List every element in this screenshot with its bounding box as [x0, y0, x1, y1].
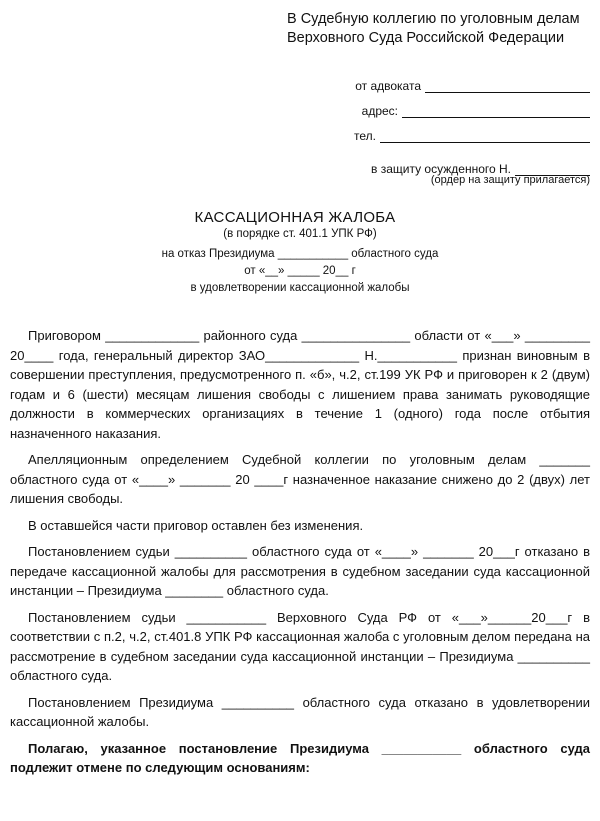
defense-label: в защиту осужденного Н.	[371, 162, 511, 176]
phone-label: тел.	[354, 129, 376, 143]
address-label: адрес:	[361, 104, 398, 118]
subject-line: в удовлетворении кассационной жалобы	[190, 282, 410, 294]
complaint-body	[10, 326, 590, 785]
paragraph-verdict: Приговором _____________ районного суда _______________ области от «___» _________ 20____ года, генеральный директор ЗАО_____________ Н.___________ признан виновным в совершении преступления, предусмотренного п. «б», ч.2, ст.199 УК РФ и приговорен к 2 (двум) годам и 6 (шести) месяцам лишения свободы с лишением права занимать руководящие должности в коммерческих организациях в течение 1 (одного) года после отбытия назначенного наказания.	[10, 328, 590, 441]
addressee-block	[287, 10, 580, 48]
phone-blank[interactable]	[380, 130, 590, 143]
paragraph-cassation-refused: Постановлением судьи __________ областного суда от «____» _______ 20___г отказано в передаче кассационной жалобы для рассмотрения в судебном заседании суда кассационной инстанции – Президиума ________ областного суда.	[10, 544, 590, 598]
document-heading	[0, 209, 600, 297]
defense-row	[290, 143, 590, 176]
address-row	[290, 93, 590, 118]
procedure-note: (в порядке ст. 401.1 УПК РФ)	[223, 228, 377, 240]
sender-fields	[290, 68, 590, 186]
phone-row	[290, 118, 590, 143]
paragraph-appeal: Апелляционным определением Судебной коллегии по уголовным делам _______ областного суда от «____» _______ 20 ____г назначенное наказание снижено до 2 (двух) лет лишения свободы.	[10, 452, 590, 506]
address-blank[interactable]	[402, 105, 590, 118]
from-lawyer-blank[interactable]	[425, 80, 590, 93]
from-lawyer-row	[290, 68, 590, 93]
addressee-line-1: В Судебную коллегию по уголовным делам	[287, 11, 580, 27]
addressee-line-2: Верховного Суда Российской Федерации	[287, 30, 565, 46]
paragraph-unchanged: В оставшейся части приговор оставлен без изменения.	[28, 517, 364, 533]
warrant-note: (ордер на защиту прилагается)	[430, 174, 590, 186]
paragraph-grounds: Полагаю, указанное постановление Президиума ___________ областного суда подлежит отмене по следующим основаниям:	[10, 740, 590, 775]
date-line: от «__» _____ 20__ г	[244, 265, 356, 277]
paragraph-presidium-refused: Постановлением Президиума __________ областного суда отказано в удовлетворении кассационной жалобы.	[10, 694, 590, 729]
from-lawyer-label: от адвоката	[355, 79, 421, 93]
refusal-line: на отказ Президиума ___________ областного суда	[161, 248, 439, 260]
paragraph-supreme-court: Постановлением судьи ___________ Верховного Суда РФ от «___»______20___г в соответствии с п.2, ч.2, ст.401.8 УПК РФ кассационная жалоба с уголовным делом передана на рассмотрение в судебном заседании суда кассационной инстанции – Президиума __________ областного суда.	[10, 609, 590, 683]
document-title: КАССАЦИОННАЯ ЖАЛОБА	[194, 209, 396, 226]
